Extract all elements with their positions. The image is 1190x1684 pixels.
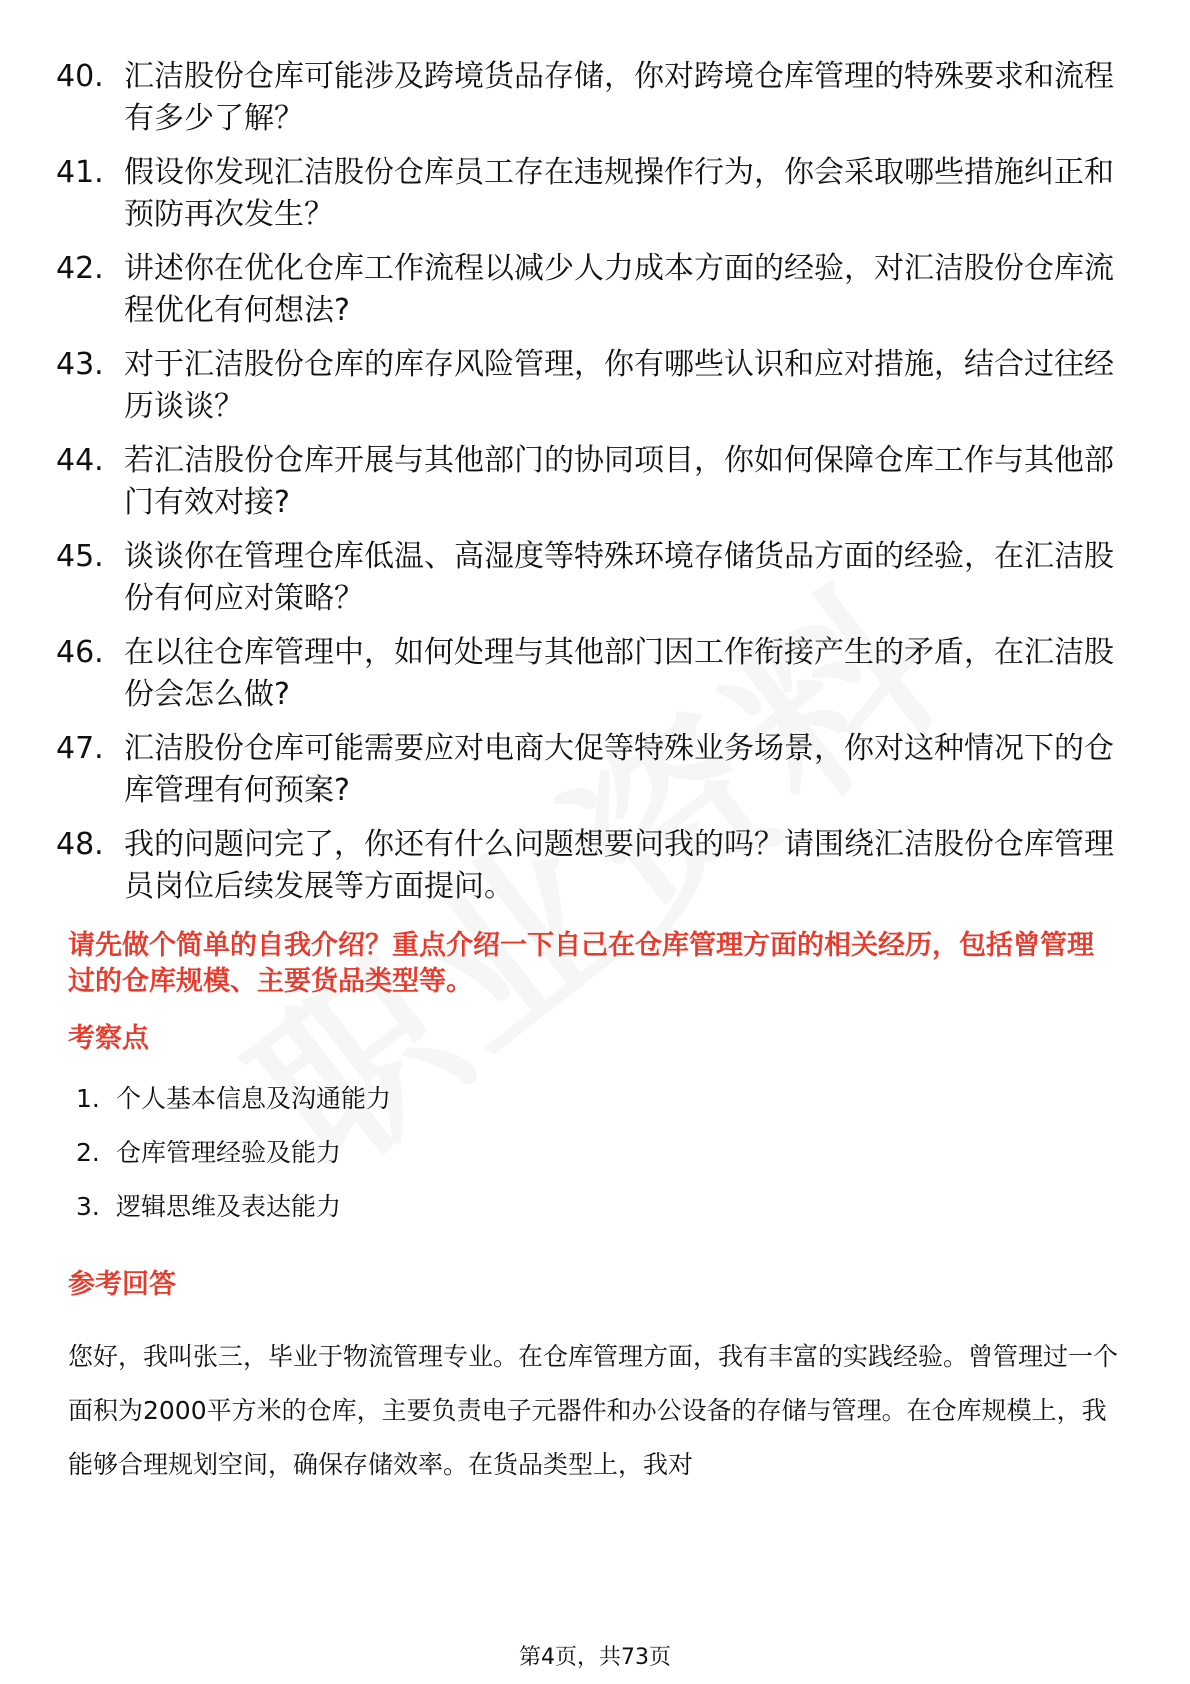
question-number: 46. <box>56 635 104 670</box>
assessment-point <box>76 1190 391 1224</box>
question-number: 43. <box>56 347 104 382</box>
question-number: 44. <box>56 443 104 478</box>
point-text: 仓库管理经验及能力 <box>116 1138 342 1167</box>
question-item <box>56 728 1116 812</box>
question-item <box>56 56 1116 140</box>
question-item <box>56 824 1116 908</box>
question-item <box>56 248 1116 332</box>
question-item <box>56 536 1116 620</box>
question-text: 汇洁股份仓库可能涉及跨境货品存储，你对跨境仓库管理的特殊要求和流程有多少了解？ <box>124 59 1114 136</box>
question-text: 我的问题问完了，你还有什么问题想要问我的吗？请围绕汇洁股份仓库管理员岗位后续发展等方面提问。 <box>124 827 1114 904</box>
question-item <box>56 440 1116 524</box>
reference-answer-paragraph: 您好，我叫张三，毕业于物流管理专业。在仓库管理方面，我有丰富的实践经验。曾管理过一个面积为2000平方米的仓库，主要负责电子元器件和办公设备的存储与管理。在仓库规模上，我能够合理规划空间，确保存储效率。在货品类型上，我对 <box>68 1342 1119 1479</box>
question-list <box>56 56 1116 920</box>
question-text: 若汇洁股份仓库开展与其他部门的协同项目，你如何保障仓库工作与其他部门有效对接? <box>124 443 1114 520</box>
question-number: 45. <box>56 539 104 574</box>
question-text: 假设你发现汇洁股份仓库员工存在违规操作行为，你会采取哪些措施纠正和预防再次发生？ <box>124 155 1114 232</box>
question-item <box>56 152 1116 236</box>
point-text: 逻辑思维及表达能力 <box>116 1192 342 1221</box>
question-item <box>56 344 1116 428</box>
point-number: 2. <box>76 1138 100 1167</box>
page-footer: 第4页，共73页 <box>519 1645 671 1670</box>
question-text: 在以往仓库管理中，如何处理与其他部门因工作衔接产生的矛盾，在汇洁股份会怎么做? <box>124 635 1114 712</box>
answer-section-title: 参考回答 <box>68 1269 176 1300</box>
assessment-point-list <box>76 1082 391 1244</box>
assessment-point <box>76 1136 391 1170</box>
assessment-point <box>76 1082 391 1116</box>
question-number: 48. <box>56 827 104 862</box>
question-text: 讲述你在优化仓库工作流程以减少人力成本方面的经验，对汇洁股份仓库流程优化有何想法? <box>124 251 1114 328</box>
question-number: 40. <box>56 59 104 94</box>
point-number: 1. <box>76 1084 100 1113</box>
question-number: 41. <box>56 155 104 190</box>
question-number: 42. <box>56 251 104 286</box>
points-section-title: 考察点 <box>68 1023 149 1054</box>
question-item <box>56 632 1116 716</box>
point-number: 3. <box>76 1192 100 1221</box>
question-text: 谈谈你在管理仓库低温、高湿度等特殊环境存储货品方面的经验，在汇洁股份有何应对策略？ <box>124 539 1114 616</box>
point-text: 个人基本信息及沟通能力 <box>116 1084 392 1113</box>
question-text: 对于汇洁股份仓库的库存风险管理，你有哪些认识和应对措施，结合过往经历谈谈？ <box>124 347 1114 424</box>
question-number: 47. <box>56 731 104 766</box>
question-text: 汇洁股份仓库可能需要应对电商大促等特殊业务场景，你对这种情况下的仓库管理有何预案? <box>124 731 1114 808</box>
intro-question-heading: 请先做个简单的自我介绍？重点介绍一下自己在仓库管理方面的相关经历，包括曾管理过的仓库规模、主要货品类型等。 <box>68 930 1094 997</box>
